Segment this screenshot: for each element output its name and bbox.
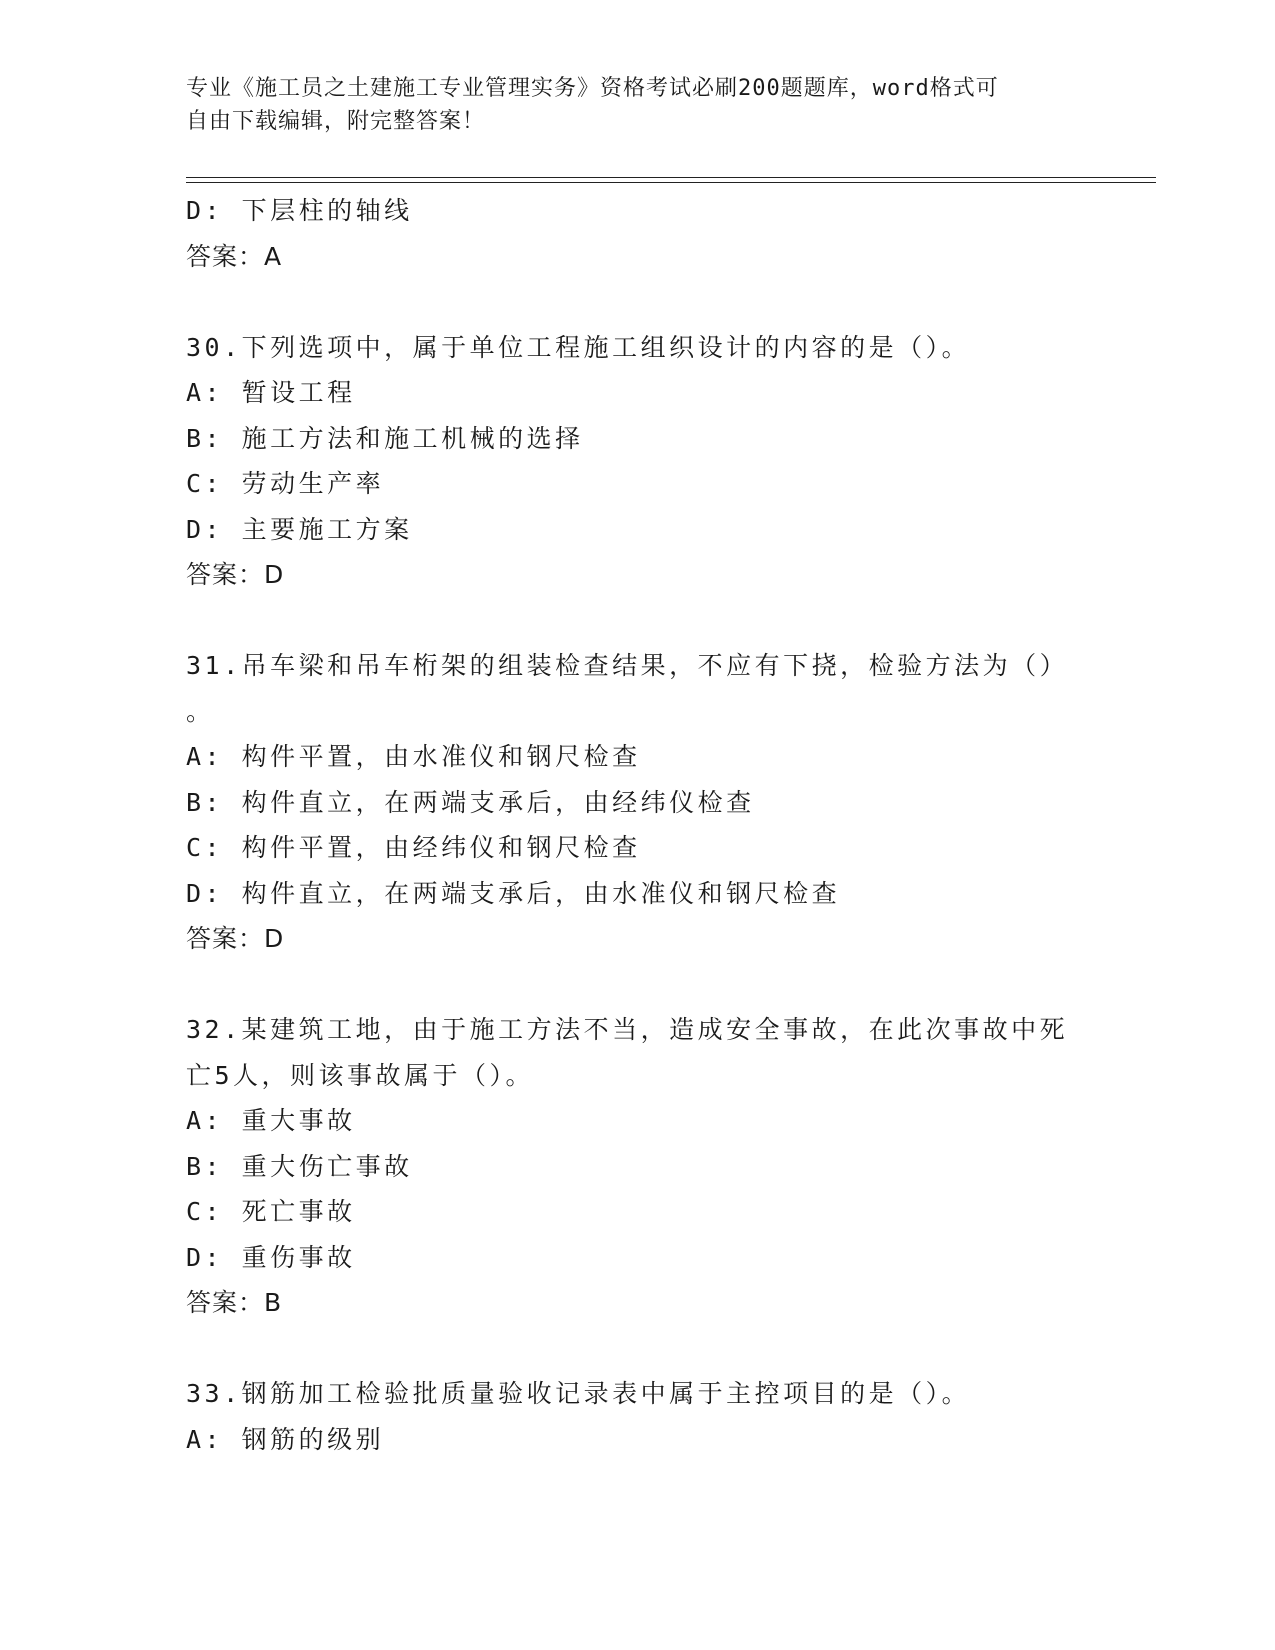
question-block-31 bbox=[186, 643, 1086, 962]
option-b: B: 重大伤亡事故 bbox=[186, 1151, 413, 1181]
option-a: A: 构件平置，由水准仪和钢尺检查 bbox=[186, 742, 641, 771]
header-divider-bottom bbox=[186, 182, 1156, 183]
option-d: D: 重伤事故 bbox=[186, 1242, 356, 1272]
answer-line: 答案：A bbox=[186, 241, 283, 271]
question-stem: 32.某建筑工地，由于施工方法不当，造成安全事故，在此次事故中死 bbox=[186, 1015, 1069, 1044]
question-block-32 bbox=[186, 1007, 1086, 1326]
option-a: A: 暂设工程 bbox=[186, 378, 356, 407]
question-stem: 33.钢筋加工检验批质量验收记录表中属于主控项目的是（）。 bbox=[186, 1379, 971, 1408]
header-divider-top bbox=[186, 177, 1156, 178]
option-c: C: 构件平置，由经纬仪和钢尺检查 bbox=[186, 833, 641, 862]
question-stem-continuation: 亡5人，则该事故属于（）。 bbox=[186, 1060, 535, 1090]
question-block-33 bbox=[186, 1371, 1086, 1462]
question-block-30 bbox=[186, 325, 1086, 598]
question-block-29 bbox=[186, 188, 1086, 279]
option-c: C: 死亡事故 bbox=[186, 1197, 356, 1226]
answer-line: 答案：D bbox=[186, 924, 285, 953]
question-list bbox=[186, 188, 1086, 1462]
option-b: B: 施工方法和施工机械的选择 bbox=[186, 423, 584, 453]
spacer bbox=[186, 598, 1086, 644]
option-c: C: 劳动生产率 bbox=[186, 469, 385, 498]
header-line-2: 自由下载编辑，附完整答案！ bbox=[186, 109, 486, 134]
question-stem: 31.吊车梁和吊车桁架的组装检查结果，不应有下挠，检验方法为（） bbox=[186, 651, 1069, 680]
option-a: A: 钢筋的级别 bbox=[186, 1424, 385, 1454]
spacer bbox=[186, 962, 1086, 1008]
answer-line: 答案：B bbox=[186, 1288, 283, 1317]
question-stem-continuation: 。 bbox=[186, 696, 215, 726]
option-b: B: 构件直立，在两端支承后，由经纬仪检查 bbox=[186, 787, 755, 817]
question-stem: 30.下列选项中，属于单位工程施工组织设计的内容的是（）。 bbox=[186, 332, 971, 362]
option-d: D: 主要施工方案 bbox=[186, 514, 413, 544]
answer-line: 答案：D bbox=[186, 560, 285, 589]
option-d: D: 构件直立，在两端支承后，由水准仪和钢尺检查 bbox=[186, 878, 841, 908]
document-header bbox=[186, 72, 1066, 138]
option-a: A: 重大事故 bbox=[186, 1106, 356, 1135]
spacer bbox=[186, 1326, 1086, 1372]
option-d: D: 下层柱的轴线 bbox=[186, 196, 413, 225]
spacer bbox=[186, 279, 1086, 325]
header-line-1: 专业《施工员之土建施工专业管理实务》资格考试必刷200题题库，word格式可 bbox=[186, 76, 999, 101]
